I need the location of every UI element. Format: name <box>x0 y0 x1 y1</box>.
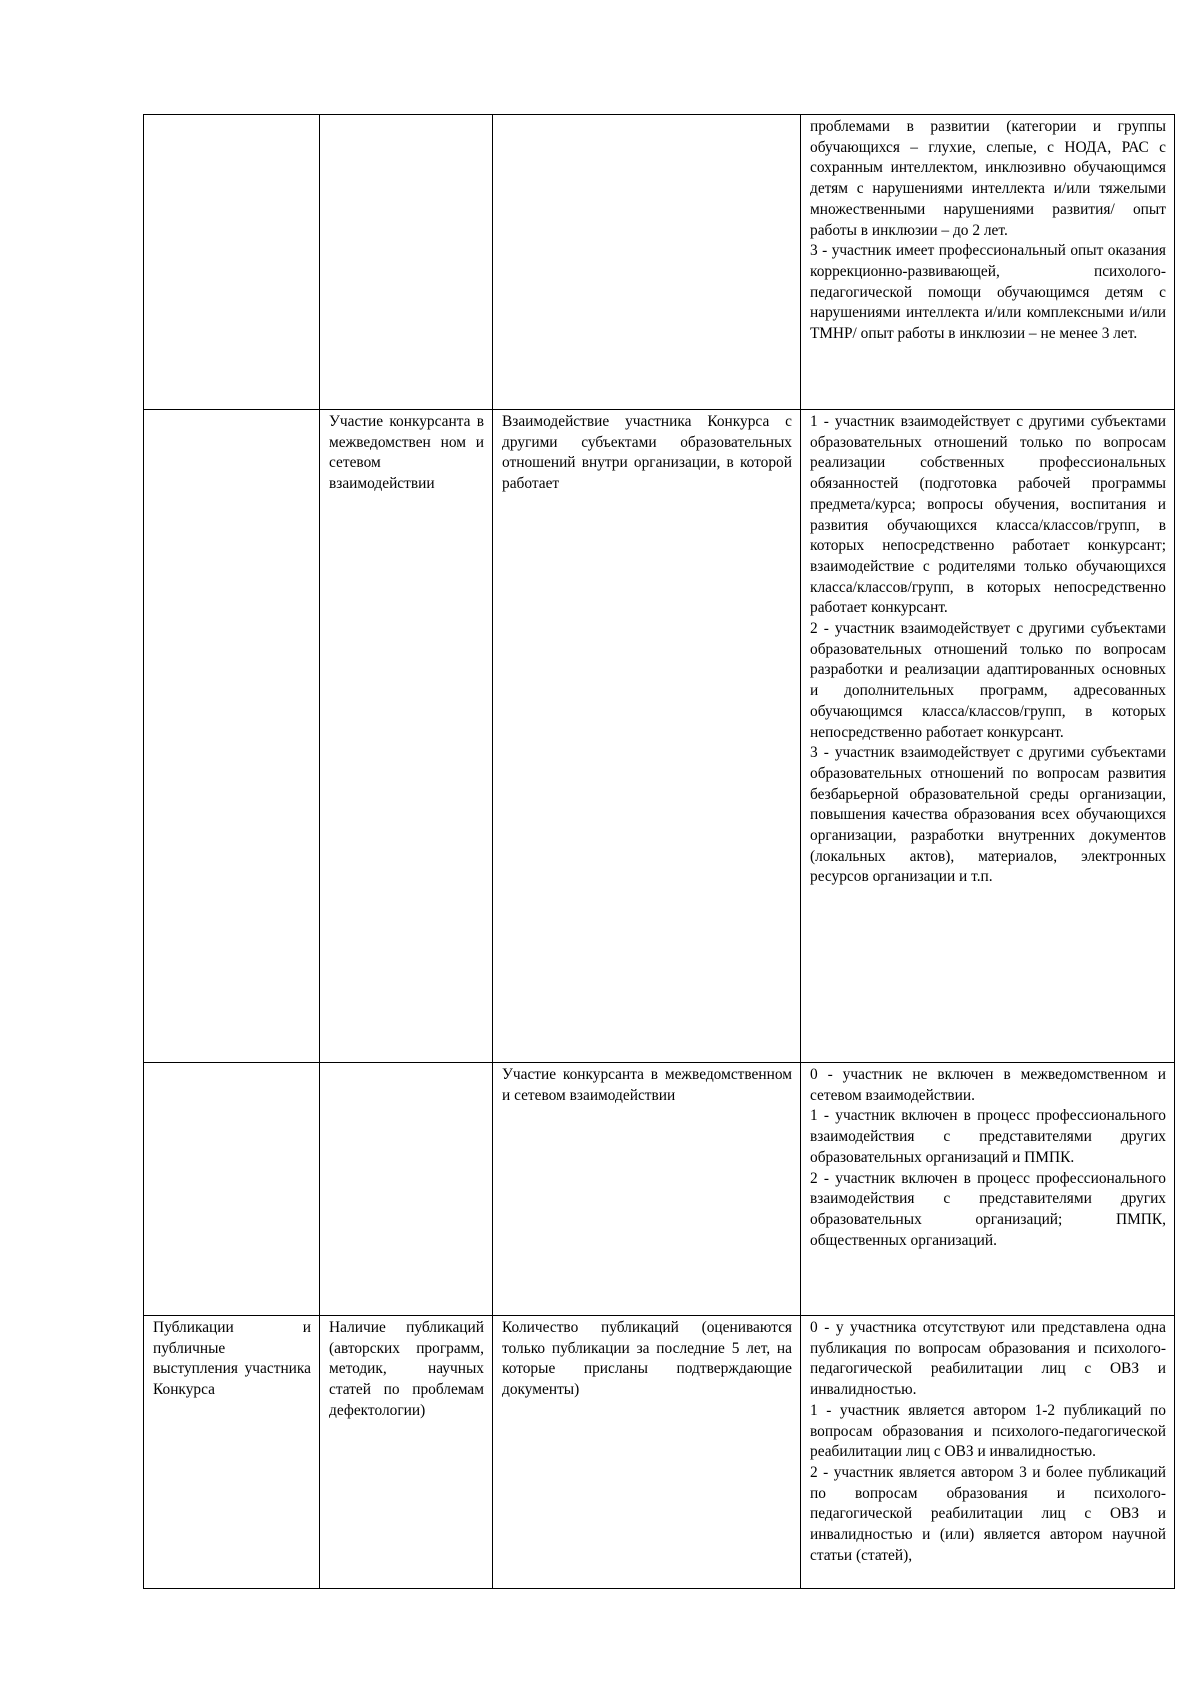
criterion-cell <box>144 410 320 1063</box>
scoring-paragraph: проблемами в развитии (категории и группы обучающихся – глухие, слепые, с НОДА, РАС с сохранным интеллектом, инклюзивно обучающимся детям с нарушениями интеллекта и/или тяжелыми множественными нарушениями развития/ опыт работы в инклюзии – до 2 лет. <box>810 118 1166 239</box>
scoring-paragraph: 0 - у участника отсутствуют или представлена одна публикация по вопросам образования и психолого-педагогической реабилитации лиц с ОВЗ и инвалидностью. <box>810 1319 1166 1399</box>
criteria-table <box>143 114 1175 1589</box>
parameter-cell: Взаимодействие участника Конкурса с другими субъектами образовательных отношений внутри организации, в которой работает <box>493 410 801 1063</box>
scoring-cell <box>801 410 1175 1063</box>
scoring-paragraph: 1 - участник включен в процесс профессионального взаимодействия с представителями других образовательных организаций и ПМПК. <box>810 1107 1166 1166</box>
scoring-cell <box>801 1316 1175 1589</box>
criterion-cell: Публикации и публичные выступления участника Конкурса <box>144 1316 320 1589</box>
indicator-cell: Участие конкурсанта в межведомствен ном и сетевом взаимодействии <box>320 410 493 1063</box>
scoring-paragraph: 2 - участник является автором 3 и более публикаций по вопросам образования и психолого-педагогической реабилитации лиц с ОВЗ и инвалидностью и (или) является автором научной статьи (статей), <box>810 1463 1166 1564</box>
table-row <box>144 1063 1175 1316</box>
scoring-cell <box>801 115 1175 410</box>
indicator-cell: Наличие публикаций (авторских программ, методик, научных статей по проблемам дефектологии) <box>320 1316 493 1589</box>
scoring-paragraph: 1 - участник взаимодействует с другими субъектами образовательных отношений только по вопросам реализации собственных профессиональных обязанностей (подготовка рабочей программы предмета/курса; вопросы обучения, воспитания и развития обучающихся класса/классов/групп, в которых непосредственно работает конкурсант; взаимодействие с родителями только обучающихся класса/классов/групп, в которых непосредственно работает конкурсант. <box>810 413 1166 617</box>
parameter-cell: Участие конкурсанта в межведомственном и сетевом взаимодействии <box>493 1063 801 1316</box>
table-row <box>144 410 1175 1063</box>
parameter-cell: Количество публикаций (оцениваются только публикации за последние 5 лет, на которые присланы подтверждающие документы) <box>493 1316 801 1589</box>
parameter-cell <box>493 115 801 410</box>
scoring-paragraph: 2 - участник включен в процесс профессионального взаимодействия с представителями других образовательных организаций; ПМПК, общественных организаций. <box>810 1169 1166 1249</box>
scoring-cell <box>801 1063 1175 1316</box>
indicator-cell <box>320 115 493 410</box>
scoring-paragraph: 3 - участник имеет профессиональный опыт оказания коррекционно-развивающей, психолого-педагогической помощи обучающимся детям с нарушениями интеллекта и/или комплексными и/или ТМНР/ опыт работы в инклюзии – не менее 3 лет. <box>810 242 1166 343</box>
scoring-paragraph: 2 - участник взаимодействует с другими субъектами образовательных отношений только по вопросам разработки и реализации адаптированных основных и дополнительных программ, адресованных обучающимся класса/классов/групп, в которых непосредственно работает конкурсант. <box>810 620 1166 741</box>
scoring-paragraph: 3 - участник взаимодействует с другими субъектами образовательных отношений по вопросам развития безбарьерной образовательной среды организации, повышения качества образования всех обучающихся организации, разработки внутренних документов (локальных актов), материалов, электронных ресурсов организации и т.п. <box>810 744 1166 886</box>
table-row <box>144 115 1175 410</box>
scoring-paragraph: 1 - участник является автором 1-2 публикаций по вопросам образования и психолого-педагогической реабилитации лиц с ОВЗ и инвалидностью. <box>810 1401 1166 1461</box>
criterion-cell <box>144 1063 320 1316</box>
table-row <box>144 1316 1175 1589</box>
criterion-cell <box>144 115 320 410</box>
indicator-cell <box>320 1063 493 1316</box>
scoring-paragraph: 0 - участник не включен в межведомственном и сетевом взаимодействии. <box>810 1066 1166 1104</box>
